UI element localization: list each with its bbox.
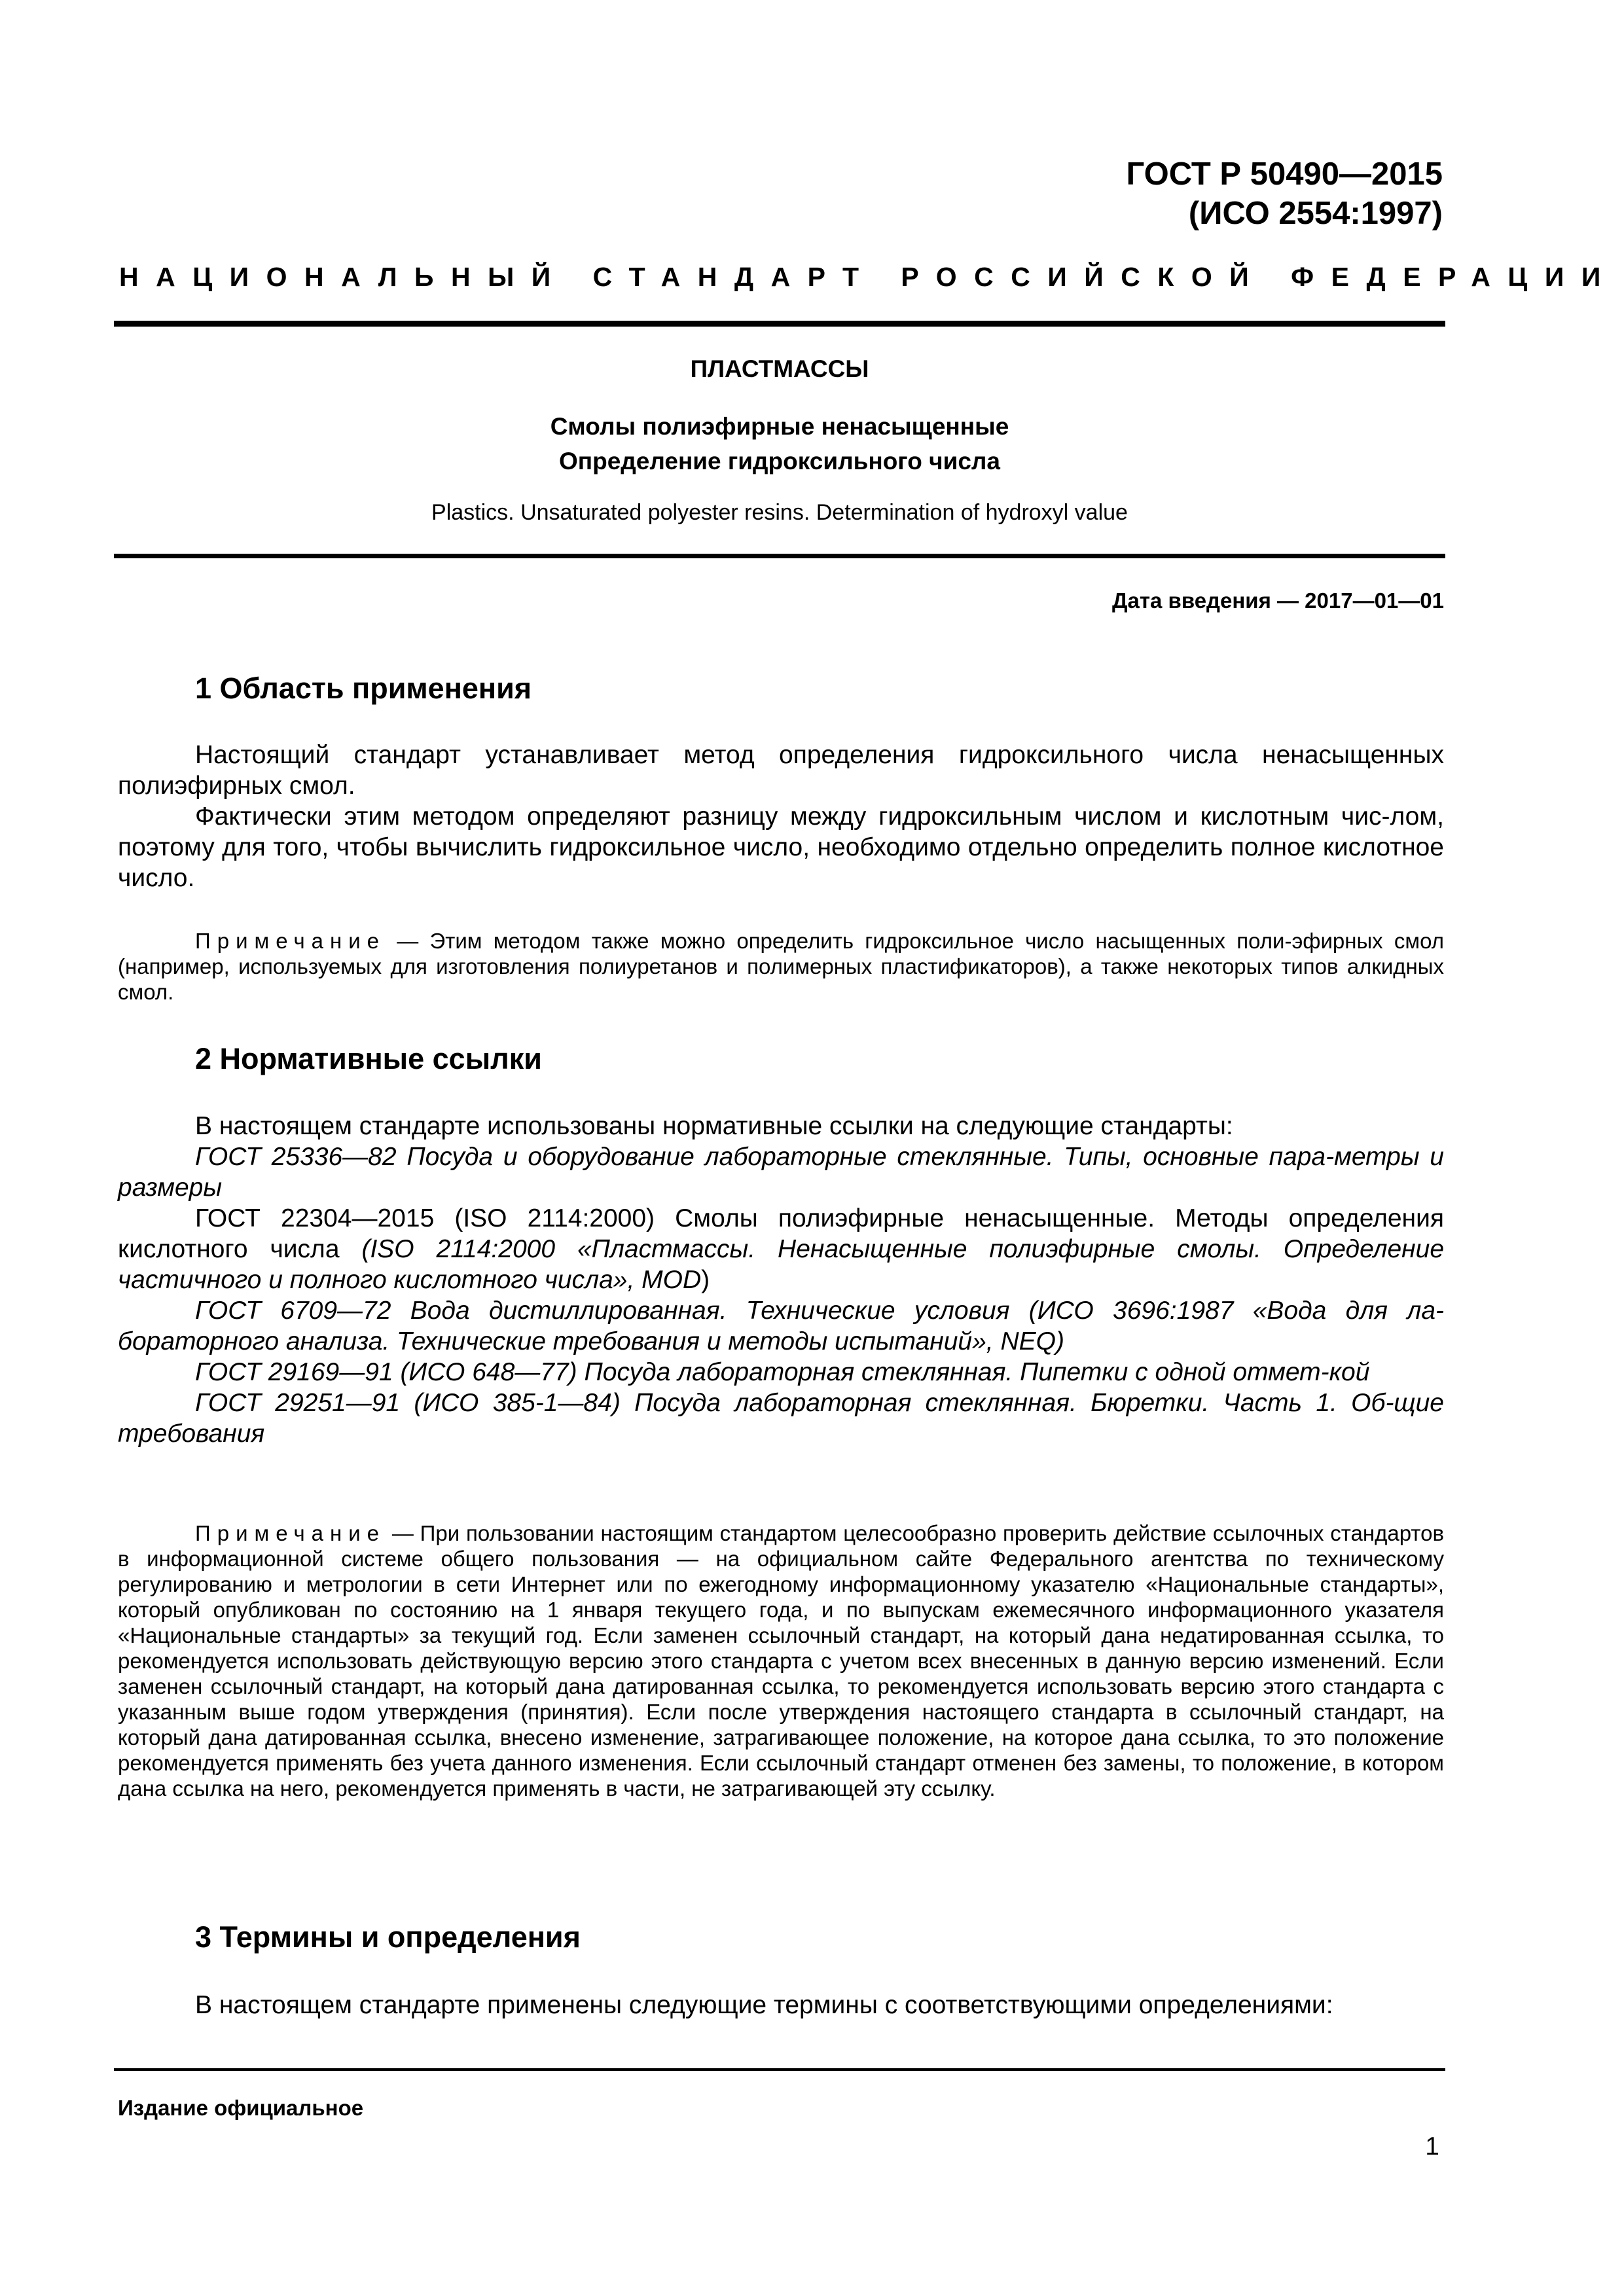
reference-gost-22304 <box>118 1203 1444 1295</box>
section1-heading: 1 Область применения <box>195 672 532 705</box>
reference-gost-22304-italic: (ISO 2114:2000 «Пластмассы. Ненасыщенные полиэфирные смолы. Определение частичного и полного кислотного числа», MOD <box>118 1235 1445 1294</box>
section1-note-label: Примечание <box>195 929 386 953</box>
section3-intro: В настоящем стандарте применены следующие термины с соответствующими определениями: <box>195 1991 1333 2019</box>
section2-heading: 2 Нормативные ссылки <box>195 1042 542 1075</box>
reference-gost-22304-plain: ГОСТ 22304—2015 (ISO 2114:2000) Смолы полиэфирные ненасыщенные. Методы определения кислотного числа <box>118 1204 1444 1263</box>
reference-gost-29169: ГОСТ 29169—91 (ИСО 648—77) Посуда лабораторная стеклянная. Пипетки с одной отмет-кой <box>195 1358 1370 1386</box>
section3-body <box>118 1990 1444 2020</box>
section1-paragraph1: Настоящий стандарт устанавливает метод определения гидроксильного числа ненасыщенных полиэфирных смол. <box>118 741 1444 800</box>
subtitle-line1: Смолы полиэфирные ненасыщенные <box>550 413 1009 440</box>
document-title: ПЛАСТМАССЫ <box>690 355 869 382</box>
section3-heading: 3 Термины и определения <box>195 1920 581 1954</box>
reference-gost-29251: ГОСТ 29251—91 (ИСО 385-1—84) Посуда лабораторная стеклянная. Бюретки. Часть 1. Об-щие требования <box>118 1389 1444 1448</box>
reference-gost-25336: ГОСТ 25336—82 Посуда и оборудование лабораторные стеклянные. Типы, основные пара-метры и размеры <box>118 1143 1444 1202</box>
section1-body <box>118 740 1444 893</box>
introduction-date: Дата введения — 2017—01—01 <box>1112 588 1444 613</box>
section1-note-text: — Этим методом также можно определить гидроксильное число насыщенных поли-эфирных смол (например, используемых для изготовления полиуретанов и полимерных пластификаторов), а также некоторых типов алкидных смол. <box>118 929 1444 1004</box>
header-rule <box>114 321 1445 327</box>
standard-code-line1: ГОСТ Р 50490—2015 <box>1126 156 1443 192</box>
standard-code <box>1126 154 1443 233</box>
reference-gost-6709: ГОСТ 6709—72 Вода дистиллированная. Технические условия (ИСО 3696:1987 «Вода для ла-бораторного анализа. Технические требования и методы испытаний», NEQ) <box>118 1297 1444 1355</box>
title-rule <box>114 554 1445 558</box>
reference-gost-22304-close: ) <box>701 1266 710 1294</box>
document-subtitle <box>114 409 1445 478</box>
section2-body <box>118 1111 1444 1449</box>
section1-note <box>118 928 1444 1005</box>
national-standard-banner: НАЦИОНАЛЬНЫЙ СТАНДАРТ РОССИЙСКОЙ ФЕДЕРАЦИИ <box>119 262 1618 292</box>
section2-note <box>118 1520 1444 1801</box>
section2-note-label: Примечание <box>195 1521 386 1545</box>
standard-code-line2: (ИСО 2554:1997) <box>1188 196 1443 231</box>
english-title: Plastics. Unsaturated polyester resins. Determination of hydroxyl value <box>431 500 1128 525</box>
official-edition-label: Издание официальное <box>118 2096 364 2120</box>
section2-intro: В настоящем стандарте использованы нормативные ссылки на следующие стандарты: <box>195 1112 1233 1140</box>
page-number: 1 <box>1425 2132 1439 2161</box>
section2-note-text: — При пользовании настоящим стандартом целесообразно проверить действие ссылочных стандартов в информационной системе общего пользования — на официальном сайте Федерального агентства по техническому регулированию и метрологии в сети Интернет или по ежегодному информационному указателю «Национальные стандарты», который опубликован по состоянию на 1 января текущего года, и по выпускам ежемесячного информационного указателя «Национальные стандарты» за текущий год. Если заменен ссылочный стандарт, на который дана недатированная ссылка, то рекомендуется использовать действующую версию этого стандарта с учетом всех внесенных в данную версию изменений. Если заменен ссылочный стандарт, на который дана датированная ссылка, то рекомендуется использовать версию этого стандарта с указанным выше годом утверждения (принятия). Если после утверждения настоящего стандарта в ссылочный стандарт, на который дана датированная ссылка, внесено изменение, затрагивающее положение, на которое дана ссылка, то это положение рекомендуется применять без учета данного изменения. Если ссылочный стандарт отменен без замены, то положение, в котором дана ссылка на него, рекомендуется применять в части, не затрагивающей эту ссылку. <box>118 1521 1444 1801</box>
subtitle-line2: Определение гидроксильного числа <box>558 448 1000 475</box>
section1-paragraph2: Фактически этим методом определяют разницу между гидроксильным числом и кислотным чис-лом, поэтому для того, чтобы вычислить гидроксильное число, необходимо отдельно определить полное кислотное число. <box>118 802 1444 892</box>
footer-rule <box>114 2068 1445 2071</box>
